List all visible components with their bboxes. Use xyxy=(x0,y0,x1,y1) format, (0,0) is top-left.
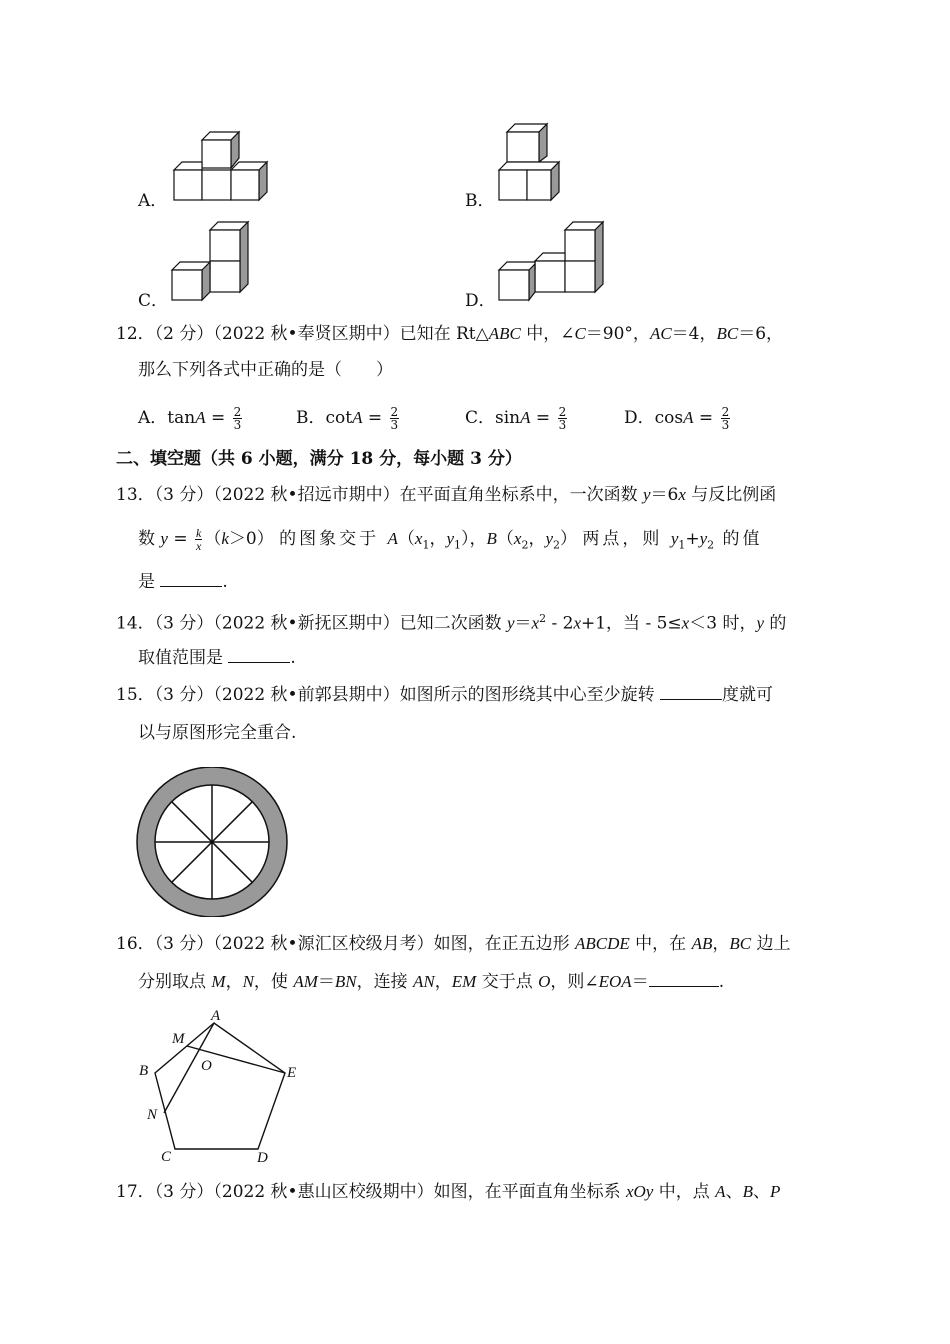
option-eq: = xyxy=(205,408,231,428)
q12-option-d[interactable] xyxy=(624,403,732,433)
q11-option-c-label[interactable]: C． xyxy=(138,291,169,311)
math-var: B xyxy=(486,529,497,548)
math-var: y xyxy=(756,613,764,633)
question-number: 17． xyxy=(116,1182,155,1202)
stem-text: 如图，在正五边形 xyxy=(433,934,575,954)
q16-stem-line2 xyxy=(138,970,724,994)
question-score: （3 分） xyxy=(154,1182,214,1202)
question-score: （3 分） xyxy=(154,685,214,705)
question-number: 14． xyxy=(116,613,155,634)
stem-text: + xyxy=(685,529,700,549)
question-number: 13． xyxy=(116,485,155,505)
stem-text: ＝ xyxy=(317,972,335,992)
fraction-den: 3 xyxy=(721,418,730,432)
question-source: （2022 秋•惠山区校级期中） xyxy=(213,1182,434,1202)
math-var: y xyxy=(699,529,708,548)
q16-pentagon-figure xyxy=(135,1003,310,1166)
math-var: AB xyxy=(691,934,713,953)
math-var: C xyxy=(574,324,586,343)
fraction-num: k xyxy=(196,526,202,540)
q13-stem-line3 xyxy=(138,570,228,594)
stem-text: ，连接 xyxy=(356,972,414,992)
q15-ring-figure xyxy=(134,767,292,917)
stem-text: 两点，则 xyxy=(582,529,671,549)
math-var: BC xyxy=(729,934,752,953)
stem-text: = xyxy=(167,529,194,549)
math-var: xOy xyxy=(625,1182,654,1201)
math-var: BC xyxy=(716,324,739,343)
stem-text: ＝6， xyxy=(738,324,784,344)
stem-text: 交于点 xyxy=(476,972,539,992)
q13-stem-line2 xyxy=(138,524,763,560)
stem-text: 是 xyxy=(138,572,161,592)
math-var: AM xyxy=(293,972,318,991)
question-number: 12． xyxy=(116,324,155,344)
math-var: y xyxy=(160,529,168,548)
option-eq: = xyxy=(693,408,719,428)
math-var: y xyxy=(670,529,679,548)
fraction xyxy=(558,406,568,431)
question-source: （2022 秋•源汇区校级月考） xyxy=(213,934,434,954)
stem-text: 、 xyxy=(725,1182,743,1202)
question-score: （3 分） xyxy=(154,485,214,505)
stem-text: 中，点 xyxy=(653,1182,716,1202)
option-func: sin xyxy=(495,408,521,428)
label-e: E xyxy=(287,1065,297,1081)
label-b: B xyxy=(139,1063,149,1079)
stem-text: 中，∠ xyxy=(520,324,575,344)
math-var: A xyxy=(715,1182,726,1201)
label-d: D xyxy=(257,1150,268,1166)
label-o: O xyxy=(201,1058,212,1074)
label-a: A xyxy=(211,1008,221,1024)
stem-text: +1，当 - 5≤ xyxy=(581,613,682,634)
q11-figure-a xyxy=(170,128,275,206)
fraction xyxy=(390,406,400,431)
q14-stem-line1 xyxy=(116,607,786,636)
q11-option-d-label[interactable]: D． xyxy=(465,291,496,311)
option-func: tan xyxy=(167,408,196,428)
q11-figure-c xyxy=(168,218,258,304)
q11-option-b-label[interactable]: B． xyxy=(465,191,495,211)
stem-text: ） xyxy=(560,529,577,549)
q12-option-b[interactable] xyxy=(296,403,401,433)
stem-text: 的值 xyxy=(714,529,763,549)
fraction-num: 2 xyxy=(233,405,242,419)
stem-text: ， xyxy=(712,934,730,954)
option-label: D． xyxy=(624,408,655,428)
stem-text: ＞0） xyxy=(228,529,274,549)
stem-text: 在平面直角坐标系中，一次函数 xyxy=(399,485,643,505)
q15-stem-line1 xyxy=(116,683,773,707)
question-source: （2022 秋•新抚区期中） xyxy=(213,613,400,634)
stem-text: 如图所示的图形绕其中心至少旋转 xyxy=(399,685,660,705)
q12-option-c[interactable] xyxy=(465,403,569,433)
answer-blank[interactable] xyxy=(228,648,290,663)
fraction xyxy=(195,527,202,552)
q12-option-a[interactable] xyxy=(138,403,244,433)
label-n: N xyxy=(147,1107,158,1123)
math-var: AN xyxy=(413,972,435,991)
option-label: B． xyxy=(296,408,326,428)
q11-option-a-label[interactable]: A． xyxy=(138,191,168,211)
stem-text: （ xyxy=(496,529,514,549)
fraction xyxy=(233,406,243,431)
fraction-den: x xyxy=(196,539,202,553)
question-source: （2022 秋•前郭县期中） xyxy=(213,685,400,705)
subscript: 1 xyxy=(422,538,430,552)
q13-stem-line1 xyxy=(116,483,776,507)
math-var: ABC xyxy=(488,324,521,343)
stem-text: 数 xyxy=(138,529,161,549)
q16-stem-line1 xyxy=(116,932,791,956)
math-var: ABCDE xyxy=(574,934,630,953)
question-number: 16． xyxy=(116,934,155,954)
q11-figure-b xyxy=(495,120,575,206)
fraction-den: 3 xyxy=(233,418,242,432)
math-var: A xyxy=(387,529,398,548)
stem-text: ，则∠ xyxy=(550,972,599,992)
stem-text: ＜3 时， xyxy=(689,613,757,634)
stem-text: 中，在 xyxy=(629,934,692,954)
math-var: AC xyxy=(649,324,672,343)
option-eq: = xyxy=(362,408,388,428)
math-var: x xyxy=(531,613,540,633)
q12-stem-line1 xyxy=(116,322,783,346)
option-label: A． xyxy=(138,408,168,428)
stem-text: ）， xyxy=(461,529,487,549)
question-score: （2 分） xyxy=(154,324,214,344)
fraction-den: 3 xyxy=(558,418,567,432)
math-var: M xyxy=(211,972,226,991)
math-var: k xyxy=(221,529,229,548)
stem-text: （ xyxy=(397,529,415,549)
stem-text: ， xyxy=(434,972,452,992)
fraction xyxy=(721,406,731,431)
q14-stem-line2 xyxy=(138,646,296,670)
spokes xyxy=(155,785,269,899)
math-var: x xyxy=(414,529,423,548)
math-var: x xyxy=(681,613,690,633)
stem-text: 、 xyxy=(752,1182,770,1202)
option-eq: = xyxy=(530,408,556,428)
stem-text: ， xyxy=(225,972,243,992)
stem-text: 分别取点 xyxy=(138,972,212,992)
fraction-num: 2 xyxy=(721,405,730,419)
stem-text: . xyxy=(222,572,228,592)
question-score: （3 分） xyxy=(154,934,214,954)
fraction-den: 3 xyxy=(390,418,399,432)
stem-text: （ xyxy=(204,529,222,549)
option-func: cos xyxy=(654,408,684,428)
stem-text: 已知在 Rt△ xyxy=(399,324,489,344)
stem-text: 边上 xyxy=(751,934,791,954)
math-var: N xyxy=(242,972,254,991)
stem-text: ＝ xyxy=(631,972,649,992)
math-var: P xyxy=(769,1182,781,1201)
label-c: C xyxy=(161,1149,172,1165)
math-var: EOA xyxy=(598,972,632,991)
stem-text: 取值范围是 xyxy=(138,648,229,668)
question-score: （3 分） xyxy=(154,613,214,634)
stem-text: 的图象交于 xyxy=(279,529,388,549)
q12-stem-line2: 那么下列各式中正确的是（ ） xyxy=(138,360,393,380)
math-var: A xyxy=(520,408,531,427)
math-var: A xyxy=(195,408,206,427)
math-var: x xyxy=(678,485,686,504)
fraction-num: 2 xyxy=(390,405,399,419)
math-var: y xyxy=(506,613,515,633)
stem-text: ＝6 xyxy=(650,485,679,505)
math-var: A xyxy=(352,408,363,427)
math-var: y xyxy=(545,529,553,548)
math-var: EM xyxy=(451,972,477,991)
subscript: 2 xyxy=(553,538,560,552)
option-label: C． xyxy=(465,408,496,428)
stem-text: ＝ xyxy=(514,613,532,634)
stem-text: - 2 xyxy=(546,613,574,634)
question-source: （2022 秋•奉贤区期中） xyxy=(213,324,400,344)
fraction-num: 2 xyxy=(558,405,567,419)
answer-blank[interactable] xyxy=(660,685,722,700)
q11-figure-d xyxy=(495,218,610,304)
stem-text: 的 xyxy=(764,613,787,634)
stem-text: 已知二次函数 xyxy=(399,613,507,634)
question-number: 15． xyxy=(116,685,155,705)
answer-blank[interactable] xyxy=(649,972,719,987)
subscript: 1 xyxy=(678,538,686,552)
math-var: y xyxy=(446,529,455,548)
q17-stem-line1 xyxy=(116,1180,780,1204)
math-var: x xyxy=(573,613,581,633)
stem-text: ＝4， xyxy=(671,324,717,344)
stem-text: . xyxy=(290,648,296,668)
section-title: 二、填空题（共 6 小题，满分 18 分，每小题 3 分） xyxy=(116,449,522,469)
option-func: cot xyxy=(325,408,353,428)
stem-text: ， xyxy=(429,529,447,549)
stem-text: ，使 xyxy=(253,972,294,992)
stem-text: 与反比例函 xyxy=(685,485,777,505)
stem-text: ＝90°， xyxy=(585,324,650,344)
math-var: x xyxy=(513,529,522,548)
math-var: A xyxy=(683,408,694,427)
stem-text: ， xyxy=(528,529,546,549)
answer-blank[interactable] xyxy=(160,572,222,587)
stem-text: 度就可 xyxy=(721,685,773,705)
subscript: 1 xyxy=(454,538,462,552)
question-source: （2022 秋•招远市期中） xyxy=(213,485,400,505)
subscript: 2 xyxy=(707,538,715,552)
superscript: 2 xyxy=(539,612,547,625)
math-var: BN xyxy=(334,972,357,991)
stem-text: . xyxy=(718,972,725,992)
math-var: O xyxy=(538,972,551,991)
stem-text: 如图，在平面直角坐标系 xyxy=(433,1182,626,1202)
math-var: y xyxy=(642,485,651,504)
q15-stem-line2: 以与原图形完全重合. xyxy=(138,723,297,743)
math-var: B xyxy=(742,1182,753,1201)
subscript: 2 xyxy=(521,538,529,552)
label-m: M xyxy=(172,1031,185,1047)
